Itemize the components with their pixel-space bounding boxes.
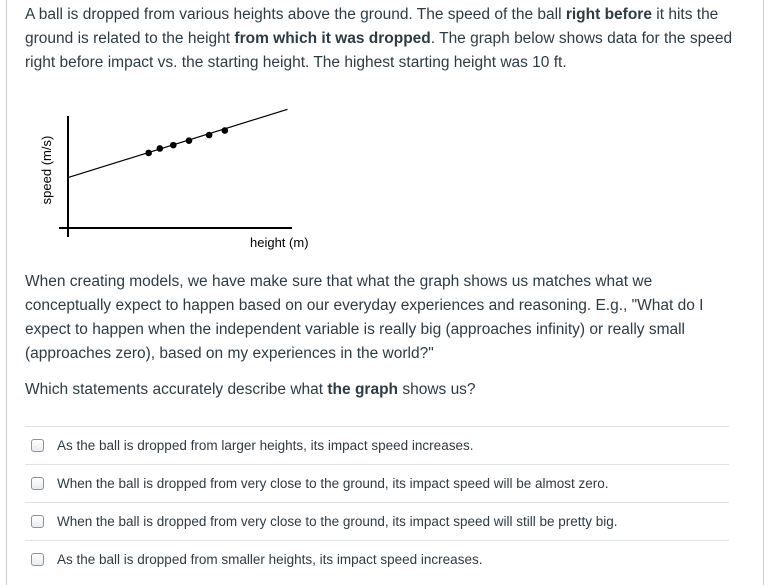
data-point (206, 132, 213, 139)
models-paragraph: When creating models, we have make sure that what the graph shows us matches what we conceptually expect to happen based on our everyday experiences and reasoning. E.g., "What do I expect to happen when the independent variable is really big (approaches infinity) or really small (approaches zero), based on my experiences in the world?" (25, 273, 704, 362)
data-point (170, 142, 177, 149)
question-intro (25, 3, 735, 75)
answer-option-label: As the ball is dropped from larger heights, its impact speed increases. (57, 438, 474, 453)
prompt-text-1: Which statements accurately describe what (25, 381, 328, 398)
answer-option-label: When the ball is dropped from very close to the ground, its impact speed will still be pretty big. (57, 514, 618, 529)
checkbox[interactable] (31, 477, 44, 490)
question-prompt (25, 378, 725, 402)
trend-line (68, 109, 288, 177)
data-point (145, 150, 152, 157)
answer-option-label: When the ball is dropped from very close to the ground, its impact speed will be almost zero. (57, 476, 609, 491)
checkbox[interactable] (31, 439, 44, 452)
speed-vs-height-graph (33, 110, 309, 250)
data-point (157, 145, 164, 152)
answer-option[interactable] (25, 540, 729, 578)
answer-option[interactable] (25, 502, 729, 540)
checkbox[interactable] (31, 515, 44, 528)
data-point (186, 137, 193, 144)
prompt-emphasis: the graph (327, 381, 399, 398)
checkbox[interactable] (31, 553, 44, 566)
intro-text-2: it hits the ground is related to the height (25, 6, 719, 47)
data-point (222, 127, 229, 134)
intro-emphasis-from-which: from which it was dropped (234, 30, 431, 47)
question-card (6, 0, 764, 585)
answer-option-label: As the ball is dropped from smaller heights, its impact speed increases. (57, 552, 483, 567)
intro-emphasis-right-before: right before (565, 6, 652, 23)
prompt-text-2: shows us? (398, 381, 476, 398)
answer-options (25, 426, 729, 578)
y-axis-label: speed (m/s) (39, 135, 54, 205)
answer-option[interactable] (25, 464, 729, 502)
answer-option[interactable] (25, 426, 729, 464)
x-axis-label: height (m) (250, 235, 309, 250)
intro-text-1: A ball is dropped from various heights above the ground. The speed of the ball (25, 6, 566, 23)
intro-text-3: . The graph below shows data for the speed right before impact vs. the starting height. The highest starting height was 10 ft. (25, 30, 733, 71)
